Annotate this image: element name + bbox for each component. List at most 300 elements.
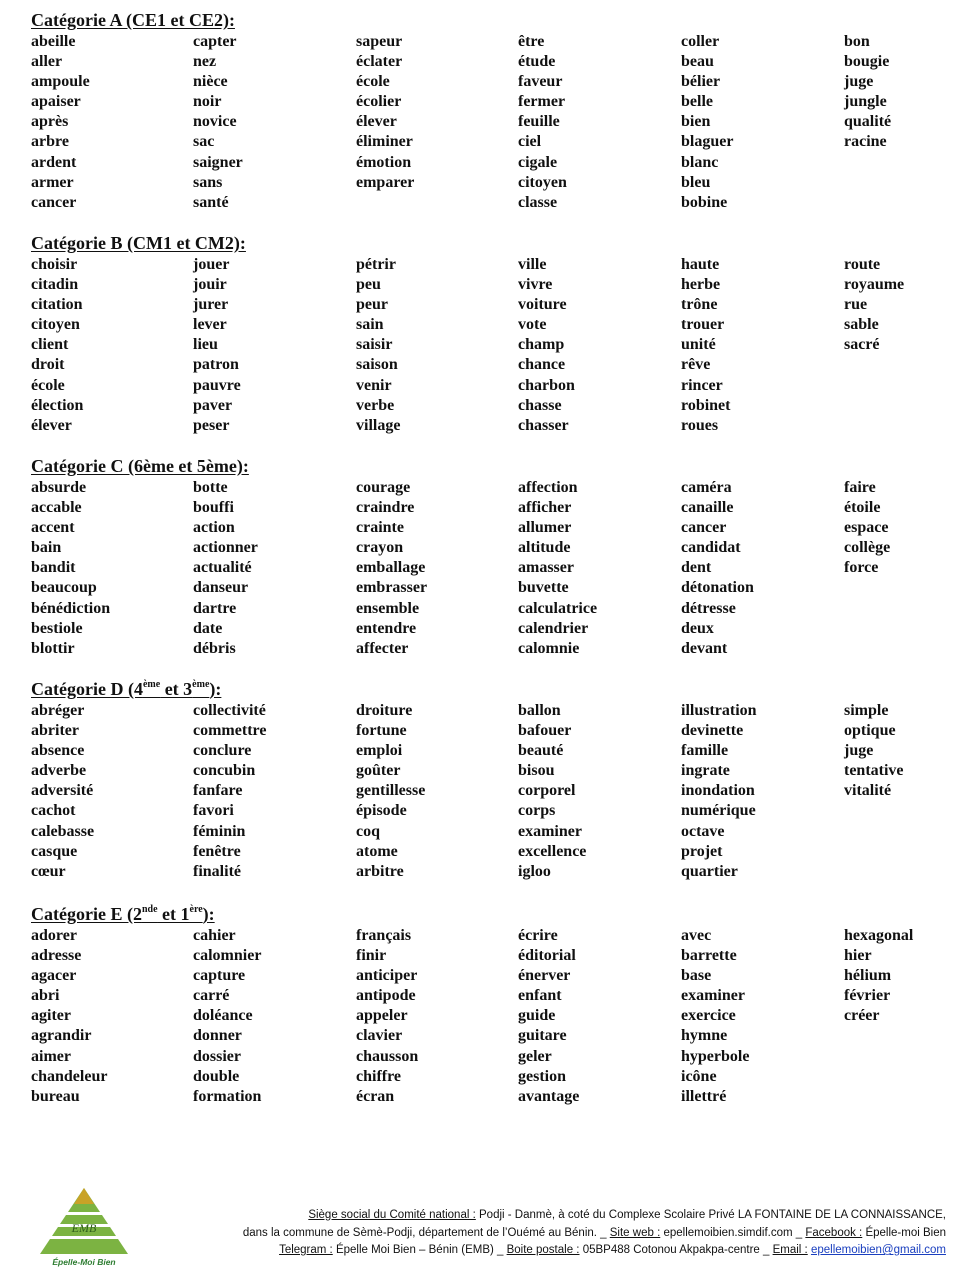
word-item: féminin <box>193 822 246 840</box>
word-item: trouer <box>681 316 725 334</box>
word-item: agiter <box>31 1007 71 1025</box>
word-item: casque <box>31 842 78 860</box>
word-item: abréger <box>31 702 85 719</box>
word-item: ampoule <box>31 73 90 91</box>
word-item: craindre <box>356 499 415 517</box>
word-column <box>31 926 107 1107</box>
word-item: date <box>193 619 223 637</box>
word-item: examiner <box>681 987 745 1005</box>
word-item: abriter <box>31 722 79 740</box>
word-item: sac <box>193 133 215 151</box>
word-item: collège <box>844 539 891 557</box>
word-item: droit <box>31 356 65 374</box>
word-item: blottir <box>31 639 75 657</box>
word-item: santé <box>193 193 229 211</box>
word-item: action <box>193 519 235 537</box>
word-item: donner <box>193 1027 242 1045</box>
word-item: affecter <box>356 639 409 657</box>
word-item: calebasse <box>31 822 95 840</box>
word-item: adverbe <box>31 762 87 780</box>
facebook-link[interactable]: Épelle-moi Bien <box>862 1226 946 1239</box>
word-item: champ <box>518 336 565 354</box>
word-item: pétrir <box>356 256 396 273</box>
word-item: saisir <box>356 336 393 354</box>
word-item: embrasser <box>356 579 428 597</box>
category-d-title: Catégorie D (4ème et 3ème): <box>31 679 222 699</box>
word-column <box>356 926 418 1107</box>
word-item: emploi <box>356 742 403 760</box>
telegram-label: Telegram : <box>279 1244 333 1256</box>
word-item: belle <box>681 93 713 111</box>
footer <box>0 1180 960 1280</box>
word-item: amasser <box>518 559 574 577</box>
word-item: projet <box>681 842 723 860</box>
category-b-title: Catégorie B (CM1 et CM2): <box>31 233 246 253</box>
word-item: chausson <box>356 1047 419 1065</box>
word-item: hyperbole <box>681 1047 750 1065</box>
word-item: atome <box>356 842 398 860</box>
word-item: force <box>844 559 879 577</box>
word-item: calculatrice <box>518 599 598 617</box>
word-item: clavier <box>356 1027 403 1045</box>
word-item: calomnie <box>518 639 580 657</box>
word-item: chasse <box>518 396 562 414</box>
word-item: feuille <box>518 113 560 131</box>
word-item: nièce <box>193 73 228 91</box>
word-column <box>518 32 567 213</box>
word-column <box>681 478 754 659</box>
word-item: icône <box>681 1067 717 1085</box>
word-item: barrette <box>681 947 737 965</box>
word-item: canaille <box>681 499 734 517</box>
word-item: école <box>31 376 65 394</box>
word-item: devinette <box>681 722 744 740</box>
word-item: vote <box>518 316 547 334</box>
word-item: candidat <box>681 539 741 557</box>
word-item: ballon <box>518 702 561 719</box>
word-item: agacer <box>31 967 77 985</box>
word-item: faire <box>844 479 876 496</box>
word-item: anticiper <box>356 967 418 985</box>
word-column <box>193 926 261 1107</box>
word-item: noir <box>193 93 222 111</box>
word-column <box>193 478 258 659</box>
word-column <box>844 926 913 1026</box>
word-item: corporel <box>518 782 576 800</box>
word-item: fanfare <box>193 782 243 800</box>
word-column <box>31 478 110 659</box>
word-item: vitalité <box>844 782 892 800</box>
word-item: rue <box>844 296 868 314</box>
word-item: double <box>193 1067 240 1085</box>
word-item: simple <box>844 702 889 719</box>
word-item: peser <box>193 416 230 434</box>
word-item: examiner <box>518 822 582 840</box>
word-item: numérique <box>681 802 756 820</box>
word-item: énerver <box>518 967 571 985</box>
word-column <box>193 255 241 436</box>
word-item: geler <box>518 1047 552 1065</box>
word-item: arbre <box>31 133 69 151</box>
word-item: écrire <box>518 927 558 944</box>
word-column <box>31 255 83 436</box>
word-item: courage <box>356 479 411 496</box>
word-item: hexagonal <box>844 927 914 944</box>
website-label: Site web : <box>609 1226 661 1239</box>
word-item: herbe <box>681 276 721 294</box>
category-c-title: Catégorie C (6ème et 5ème): <box>31 456 249 476</box>
word-item: quartier <box>681 862 738 880</box>
word-item: doléance <box>193 1007 253 1025</box>
word-item: royaume <box>844 276 905 294</box>
word-item: corps <box>518 802 556 820</box>
word-item: avec <box>681 927 712 944</box>
word-item: sacré <box>844 336 880 354</box>
word-column <box>518 701 586 882</box>
word-item: cancer <box>31 193 77 211</box>
email-label: Email : <box>772 1244 808 1256</box>
word-item: absence <box>31 742 85 760</box>
website-link[interactable]: epellemoibien.simdif.com _ <box>660 1226 806 1239</box>
word-item: bénédiction <box>31 599 111 617</box>
word-item: voiture <box>518 296 567 314</box>
word-item: élever <box>356 113 397 131</box>
word-item: bélier <box>681 73 721 91</box>
word-item: concubin <box>193 762 256 780</box>
word-column <box>844 255 904 355</box>
word-item: débris <box>193 639 236 657</box>
word-item: gestion <box>518 1067 566 1085</box>
word-item: beau <box>681 53 714 71</box>
word-item: village <box>356 416 401 434</box>
word-column <box>681 701 757 882</box>
word-column <box>193 701 266 882</box>
word-item: détresse <box>681 599 736 617</box>
word-item: après <box>31 113 69 131</box>
word-item: absurde <box>31 479 87 496</box>
word-item: fenêtre <box>193 842 241 860</box>
word-item: bien <box>681 113 711 131</box>
word-item: crainte <box>356 519 404 537</box>
word-item: exercice <box>681 1007 736 1025</box>
word-item: élection <box>31 396 84 414</box>
word-item: deux <box>681 619 714 637</box>
word-item: peu <box>356 276 381 294</box>
word-item: fortune <box>356 722 407 740</box>
word-item: février <box>844 987 891 1005</box>
word-item: qualité <box>844 113 892 131</box>
word-column <box>681 255 730 436</box>
word-item: unité <box>681 336 716 354</box>
word-item: adresse <box>31 947 82 965</box>
word-item: carré <box>193 987 230 1005</box>
word-item: botte <box>193 479 228 496</box>
footer-contact-info <box>243 1207 946 1260</box>
word-item: citation <box>31 296 83 314</box>
word-item: bureau <box>31 1087 80 1105</box>
word-item: jungle <box>844 93 887 111</box>
word-item: tentative <box>844 762 904 780</box>
word-item: bouffi <box>193 499 234 517</box>
word-item: charbon <box>518 376 575 394</box>
word-item: rincer <box>681 376 723 394</box>
word-item: éliminer <box>356 133 413 151</box>
word-item: client <box>31 336 69 354</box>
word-item: ciel <box>518 133 542 151</box>
word-item: abeille <box>31 33 76 50</box>
word-item: excellence <box>518 842 587 860</box>
word-item: venir <box>356 376 392 394</box>
word-item: inondation <box>681 782 755 800</box>
word-column <box>844 701 904 801</box>
logo-caption: Épelle-Moi Bien <box>52 1257 116 1267</box>
word-item: émotion <box>356 153 412 171</box>
word-item: étoile <box>844 499 881 517</box>
word-item: dartre <box>193 599 237 617</box>
word-item: beaucoup <box>31 579 97 597</box>
word-item: calomnier <box>193 947 262 965</box>
word-item: armer <box>31 173 74 191</box>
headquarters-address: Podji - Danmè, à coté du Complexe Scolaire Privé LA FONTAINE DE LA CONNAISSANCE, <box>475 1209 946 1221</box>
word-column <box>518 255 575 436</box>
word-item: buvette <box>518 579 569 597</box>
word-item: racine <box>844 133 887 151</box>
word-item: jurer <box>193 296 229 314</box>
word-column <box>193 32 243 213</box>
word-item: roues <box>681 416 719 434</box>
word-item: finir <box>356 947 387 965</box>
category-a-title: Catégorie A (CE1 et CE2): <box>31 10 235 30</box>
word-item: bougie <box>844 53 890 71</box>
word-item: être <box>518 33 545 50</box>
word-item: commettre <box>193 722 267 740</box>
word-item: saison <box>356 356 398 374</box>
word-item: capter <box>193 33 237 50</box>
word-item: chance <box>518 356 566 374</box>
word-item: ville <box>518 256 547 273</box>
word-column <box>356 478 427 659</box>
word-item: guitare <box>518 1027 567 1045</box>
word-item: saigner <box>193 153 243 171</box>
word-item: cahier <box>193 927 236 944</box>
email-link[interactable]: epellemoibien@gmail.com <box>810 1244 946 1256</box>
word-item: blaguer <box>681 133 734 151</box>
word-item: arbitre <box>356 862 404 880</box>
word-item: nez <box>193 53 217 71</box>
word-item: bestiole <box>31 619 83 637</box>
word-item: guide <box>518 1007 556 1025</box>
word-item: entendre <box>356 619 417 637</box>
word-item: chiffre <box>356 1067 402 1085</box>
po-box-value: 05BP488 Cotonou Akpakpa-centre _ <box>579 1244 773 1256</box>
word-item: coq <box>356 822 380 840</box>
word-item: paver <box>193 396 233 414</box>
word-item: emparer <box>356 173 415 191</box>
word-item: devant <box>681 639 728 657</box>
word-item: élever <box>31 416 72 434</box>
word-item: allumer <box>518 519 572 537</box>
word-item: cancer <box>681 519 727 537</box>
footer-line-3 <box>243 1242 946 1260</box>
word-item: abri <box>31 987 60 1005</box>
word-item: afficher <box>518 499 572 517</box>
word-item: étude <box>518 53 556 71</box>
word-item: goûter <box>356 762 401 780</box>
word-column <box>844 32 891 153</box>
word-item: ingrate <box>681 762 730 780</box>
word-column <box>31 701 94 882</box>
logo-mark: EMB <box>71 1221 97 1235</box>
word-item: écolier <box>356 93 402 111</box>
word-item: hélium <box>844 967 892 985</box>
word-item: route <box>844 256 881 273</box>
word-item: lever <box>193 316 227 334</box>
word-item: blanc <box>681 153 719 171</box>
word-item: illustration <box>681 702 757 719</box>
word-item: base <box>681 967 712 985</box>
word-item: actionner <box>193 539 258 557</box>
word-item: caméra <box>681 479 732 496</box>
word-item: conclure <box>193 742 252 760</box>
word-item: rêve <box>681 356 711 374</box>
word-item: bisou <box>518 762 555 780</box>
word-item: choisir <box>31 256 78 273</box>
word-item: fermer <box>518 93 566 111</box>
word-column <box>356 701 425 882</box>
word-item: citoyen <box>31 316 80 334</box>
word-item: coller <box>681 33 720 50</box>
word-item: espace <box>844 519 889 537</box>
word-item: calendrier <box>518 619 589 637</box>
word-column <box>681 32 733 213</box>
word-item: capture <box>193 967 246 985</box>
word-item: famille <box>681 742 729 760</box>
word-item: éditorial <box>518 947 576 965</box>
word-item: bleu <box>681 173 711 191</box>
word-item: favori <box>193 802 234 820</box>
word-item: hymne <box>681 1027 728 1045</box>
word-item: octave <box>681 822 725 840</box>
word-column <box>518 478 597 659</box>
footer-line-2 <box>243 1225 946 1243</box>
word-column <box>681 926 749 1107</box>
word-column <box>356 255 400 436</box>
word-item: dent <box>681 559 712 577</box>
word-item: appeler <box>356 1007 408 1025</box>
word-item: épisode <box>356 802 407 820</box>
word-item: danseur <box>193 579 249 597</box>
telegram-link[interactable]: Épelle Moi Bien – Bénin (EMB) _ <box>332 1244 507 1256</box>
word-item: novice <box>193 113 237 131</box>
epelle-moi-bien-logo <box>34 1184 134 1270</box>
word-item: beauté <box>518 742 564 760</box>
word-item: haute <box>681 256 720 273</box>
word-item: crayon <box>356 539 404 557</box>
word-item: affection <box>518 479 578 496</box>
facebook-label: Facebook : <box>805 1226 863 1239</box>
word-item: pauvre <box>193 376 241 394</box>
headquarters-label: Siège social du Comité national : <box>308 1209 476 1221</box>
word-column <box>31 32 90 213</box>
word-item: aller <box>31 53 63 71</box>
word-item: collectivité <box>193 702 266 719</box>
word-item: lieu <box>193 336 218 354</box>
word-item: sapeur <box>356 33 403 50</box>
word-item: aimer <box>31 1047 71 1065</box>
word-item: éclater <box>356 53 403 71</box>
word-column <box>844 478 890 578</box>
word-item: écran <box>356 1087 395 1105</box>
word-item: altitude <box>518 539 571 557</box>
word-item: optique <box>844 722 896 740</box>
word-item: emballage <box>356 559 426 577</box>
word-item: adorer <box>31 927 77 944</box>
word-item: avantage <box>518 1087 580 1105</box>
word-item: école <box>356 73 390 91</box>
word-item: patron <box>193 356 239 374</box>
word-item: sable <box>844 316 879 334</box>
word-item: chandeleur <box>31 1067 108 1085</box>
word-item: droiture <box>356 702 413 719</box>
word-item: peur <box>356 296 388 314</box>
word-column <box>356 32 414 193</box>
word-item: enfant <box>518 987 562 1005</box>
word-item: français <box>356 927 412 944</box>
word-item: bandit <box>31 559 76 577</box>
word-item: formation <box>193 1087 262 1105</box>
word-item: bon <box>844 33 870 50</box>
word-item: robinet <box>681 396 731 414</box>
word-item: sain <box>356 316 384 334</box>
category-e-title: Catégorie E (2nde et 1ère): <box>31 904 215 924</box>
commune-text: dans la commune de Sèmè-Podji, département de l’Ouémé au Bénin. _ <box>242 1226 610 1239</box>
word-item: juge <box>844 73 874 91</box>
word-item: ensemble <box>356 599 420 617</box>
word-item: apaiser <box>31 93 81 111</box>
word-item: finalité <box>193 862 241 880</box>
word-item: chasser <box>518 416 569 434</box>
word-item: jouer <box>193 256 230 273</box>
word-item: actualité <box>193 559 252 577</box>
word-item: bafouer <box>518 722 572 740</box>
word-item: agrandir <box>31 1027 92 1045</box>
word-item: verbe <box>356 396 395 414</box>
word-item: détonation <box>681 579 754 597</box>
word-item: vivre <box>518 276 553 294</box>
word-item: cachot <box>31 802 76 820</box>
footer-line-1 <box>243 1207 946 1225</box>
word-item: citadin <box>31 276 79 294</box>
word-item: citoyen <box>518 173 567 191</box>
word-item: cœur <box>31 862 66 880</box>
word-item: igloo <box>518 862 551 880</box>
word-item: illettré <box>681 1087 727 1105</box>
word-item: trône <box>681 296 718 314</box>
word-item: ardent <box>31 153 77 171</box>
word-item: hier <box>844 947 872 965</box>
word-item: antipode <box>356 987 416 1005</box>
word-item: juge <box>844 742 874 760</box>
word-item: accent <box>31 519 75 537</box>
word-column <box>518 926 579 1107</box>
word-item: dossier <box>193 1047 241 1065</box>
word-item: sans <box>193 173 223 191</box>
word-item: jouir <box>193 276 227 294</box>
word-item: adversité <box>31 782 94 800</box>
word-item: faveur <box>518 73 563 91</box>
word-item: bain <box>31 539 62 557</box>
word-item: accable <box>31 499 82 517</box>
